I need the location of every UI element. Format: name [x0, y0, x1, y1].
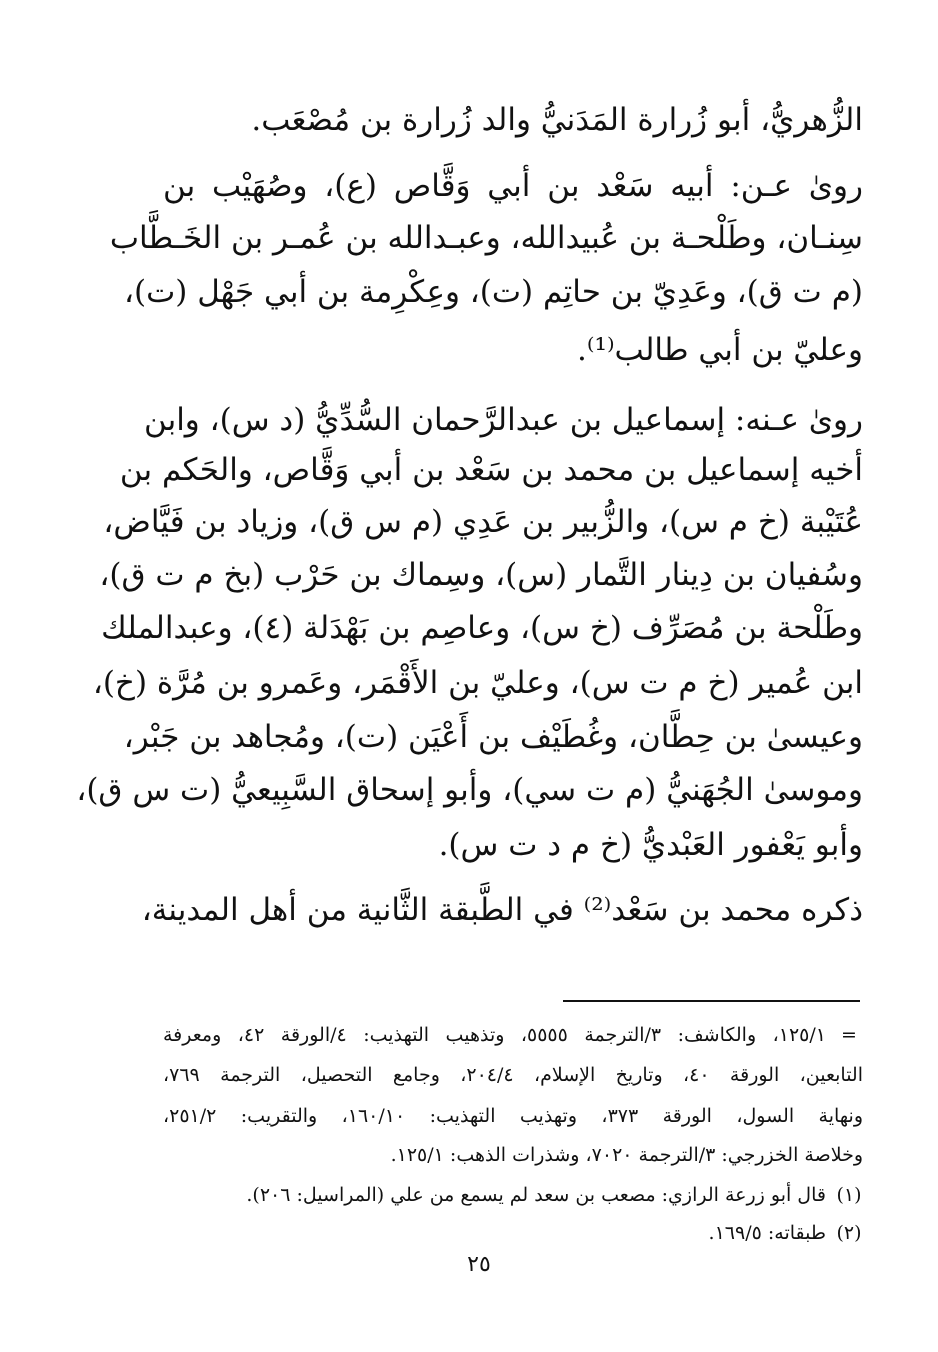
footnote-continued-line-2: التابعين، الورقة ٤٠، وتاريخ الإسلام، ٢٠٤/٤، وجامع التحصيل، الترجمة ٧٦٩، [163, 1064, 863, 1086]
para3-line-7: وعيسىٰ بن حِطَّان، وغُطَيْف بن أَعْيَن (ت)، ومُجاهد بن جَبْر، [123, 719, 863, 755]
para3-line-3: عُتَيْبة (خ م س)، والزُّبير بن عَدِي (م س ق)، وزياد بن فَيَّاض، [103, 504, 863, 540]
para2-line-3: (م ت ق)، وعَدِيّ بن حاتِم (ت)، وعِكْرِمة بن أبي جَهْل (ت)، [123, 274, 863, 310]
para4-line-1: ذكره محمد بن سَعْد⁽²⁾ في الطَّبقة الثَّانية من أهل المدينة، [141, 892, 863, 928]
para2-line-1: روىٰ عـن: أبيه سَعْد بن أبي وَقَّاص (ع)، وصُهَيْب بن [163, 168, 863, 204]
footnote-2-marker: (٢) [836, 1222, 862, 1244]
footnote-continued-line-4: وخلاصة الخزرجي: ٣/الترجمة ٧٠٢٠، وشذرات الذهب: ١٢٥/١. [390, 1144, 863, 1166]
para3-line-4: وسُفيان بن دِينار التَّمار (س)، وسِماك بن حَرْب (بخ م ت ق)، [99, 557, 863, 593]
para3-line-1: روىٰ عـنه: إسماعيل بن عبدالرَّحمان السُّدِّيُّ (د س)، وابن [143, 402, 863, 438]
footnote-2-text: طبقاته: ١٦٩/٥. [708, 1222, 826, 1244]
para3-line-5: وطَلْحة بن مُصَرِّف (خ س)، وعاصِم بن بَهْدَلة (٤)، وعبدالملك [101, 610, 863, 646]
para3-line-2: أخيه إسماعيل بن محمد بن سَعْد بن أبي وَقَّاص، والحَكم بن [119, 452, 863, 488]
para3-line-6: ابن عُمير (خ م ت س)، وعليّ بن الأَقْمَر، وعَمرو بن مُرَّة (خ)، [92, 665, 863, 701]
para2-line-2: سِنـان، وطَلْحـة بن عُبيدالله، وعبـدالله بن عُمـر بن الخَـطَّاب [109, 220, 863, 256]
para1-line-1: الزُّهريُّ، أبو زُرارة المَدَنيُّ والد زُرارة بن مُصْعَب. [251, 102, 863, 138]
para3-line-8: وموسىٰ الجُهَنيُّ (م ت سي)، وأبو إسحاق السَّبِيعيُّ (ت س ق)، [76, 772, 863, 808]
footnote-continued-line-3: ونهاية السول، الورقة ٣٧٣، وتهذيب التهذيب: ١٦٠/١٠، والتقريب: ٢٥١/٢، [163, 1105, 863, 1127]
page-number: ٢٥ [467, 1252, 491, 1277]
footnote-1-marker: (١) [836, 1184, 862, 1206]
footnote-separator [563, 1000, 860, 1002]
footnote-1-text: قال أبو زرعة الرازي: مصعب بن سعد لم يسمع من علي (المراسيل: ٢٠٦). [246, 1184, 826, 1206]
para3-line-9: وأبو يَعْفور العَبْديُّ (خ م د ت س). [438, 827, 863, 863]
para2-line-4: وعليّ بن أبي طالب⁽¹⁾. [577, 332, 863, 368]
footnote-continued-marker: = [841, 1024, 857, 1046]
footnote-continued-line-1: ١٢٥/١، والكاشف: ٣/الترجمة ٥٥٥٥، وتذهيب التهذيب: ٤/الورقة ٤٢، ومعرفة [163, 1024, 826, 1046]
